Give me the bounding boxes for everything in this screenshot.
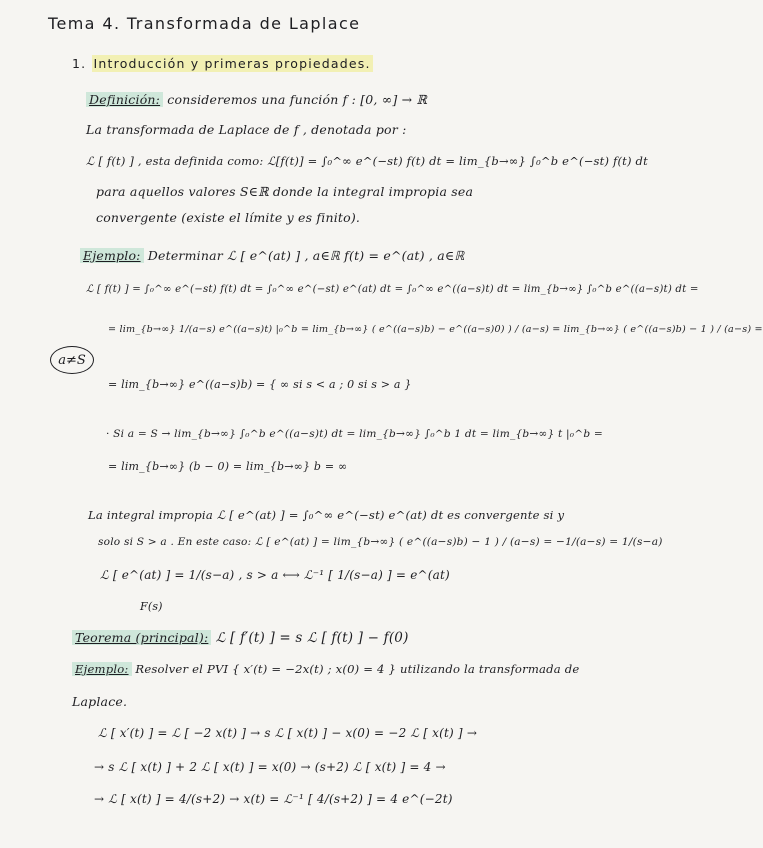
ejemplo2-label: Ejemplo: <box>72 662 132 676</box>
definicion-line-3: ℒ [ f(t) ] , esta definida como: ℒ[f(t)] = ∫₀^∞ e^(−st) f(t) dt = lim_{b→∞} ∫₀^b e^(−st) f(t) dt <box>86 154 648 168</box>
ejemplo1-line-6: La integral impropia ℒ [ e^(at) ] = ∫₀^∞ e^(−st) e^(at) dt es convergente si y <box>88 508 565 522</box>
definicion-text-1: consideremos una función f : [0, ∞] → ℝ <box>167 92 428 107</box>
ejemplo2-line-intro <box>72 662 579 676</box>
section-heading <box>72 56 373 71</box>
section-heading-text: Introducción y primeras propiedades. <box>93 56 371 71</box>
definicion-line-4: para aquellos valores S∈ℝ donde la integral impropia sea <box>96 184 474 199</box>
ejemplo2-line-2: → s ℒ [ x(t) ] + 2 ℒ [ x(t) ] = x(0) → (s+2) ℒ [ x(t) ] = 4 → <box>94 760 446 774</box>
ejemplo1-line-9: F(s) <box>140 600 163 613</box>
definicion-line-2: La transformada de Laplace de f , denotada por : <box>86 122 407 137</box>
page-title: Tema 4. Transformada de Laplace <box>48 14 361 33</box>
teorema-label: Teorema (principal): <box>72 630 211 645</box>
ejemplo1-label: Ejemplo: <box>80 248 144 263</box>
ejemplo1-line-3: = lim_{b→∞} e^((a−s)b) = { ∞ si s < a ; 0 si s > a } <box>108 378 412 391</box>
ejemplo1-line-2: = lim_{b→∞} 1/(a−s) e^((a−s)t) |₀^b = lim_{b→∞} ( e^((a−s)b) − e^((a−s)0) ) / (a−s) = lim_{b→∞} ( e^((a−s)b) − 1 ) / (a−s) = <box>108 324 763 335</box>
ejemplo1-line-intro <box>80 248 464 263</box>
ejemplo1-line-1: ℒ [ f(t) ] = ∫₀^∞ e^(−st) f(t) dt = ∫₀^∞ e^(−st) e^(at) dt = ∫₀^∞ e^((a−s)t) dt = lim_{b→∞} ∫₀^b e^((a−s)t) dt = <box>86 284 699 295</box>
ejemplo1-line-8: ℒ [ e^(at) ] = 1/(s−a) , s > a ⟷ ℒ⁻¹ [ 1/(s−a) ] = e^(at) <box>100 568 450 582</box>
definicion-label: Definición: <box>86 92 163 107</box>
ejemplo2-line-intro-2: Laplace. <box>72 694 128 709</box>
ejemplo2-line-3: → ℒ [ x(t) ] = 4/(s+2) → x(t) = ℒ⁻¹ [ 4/(s+2) ] = 4 e^(−2t) <box>94 792 453 806</box>
teorema-text: ℒ [ f′(t) ] = s ℒ [ f(t) ] − f(0) <box>215 630 409 646</box>
definicion-line-1 <box>86 92 427 107</box>
ejemplo1-intro: Determinar ℒ [ e^(at) ] , a∈ℝ f(t) = e^(at) , a∈ℝ <box>147 248 465 263</box>
ejemplo1-line-7: solo si S > a . En este caso: ℒ [ e^(at) ] = lim_{b→∞} ( e^((a−s)b) − 1 ) / (a−s) = −1/(a−s) = 1/(s−a) <box>98 536 663 548</box>
ejemplo2-line-1: ℒ [ x′(t) ] = ℒ [ −2 x(t) ] → s ℒ [ x(t) ] − x(0) = −2 ℒ [ x(t) ] → <box>98 726 478 740</box>
ejemplo2-intro: Resolver el PVI { x′(t) = −2x(t) ; x(0) = 4 } utilizando la transformada de <box>135 662 580 676</box>
teorema-line <box>72 630 409 646</box>
case-circle: a≠S <box>50 346 94 374</box>
section-number: 1. <box>72 56 87 71</box>
ejemplo1-line-4: · Si a = S → lim_{b→∞} ∫₀^b e^((a−s)t) dt = lim_{b→∞} ∫₀^b 1 dt = lim_{b→∞} t |₀^b = <box>106 428 603 440</box>
ejemplo1-line-5: = lim_{b→∞} (b − 0) = lim_{b→∞} b = ∞ <box>108 460 348 473</box>
definicion-line-5: convergente (existe el límite y es finito). <box>96 210 361 225</box>
